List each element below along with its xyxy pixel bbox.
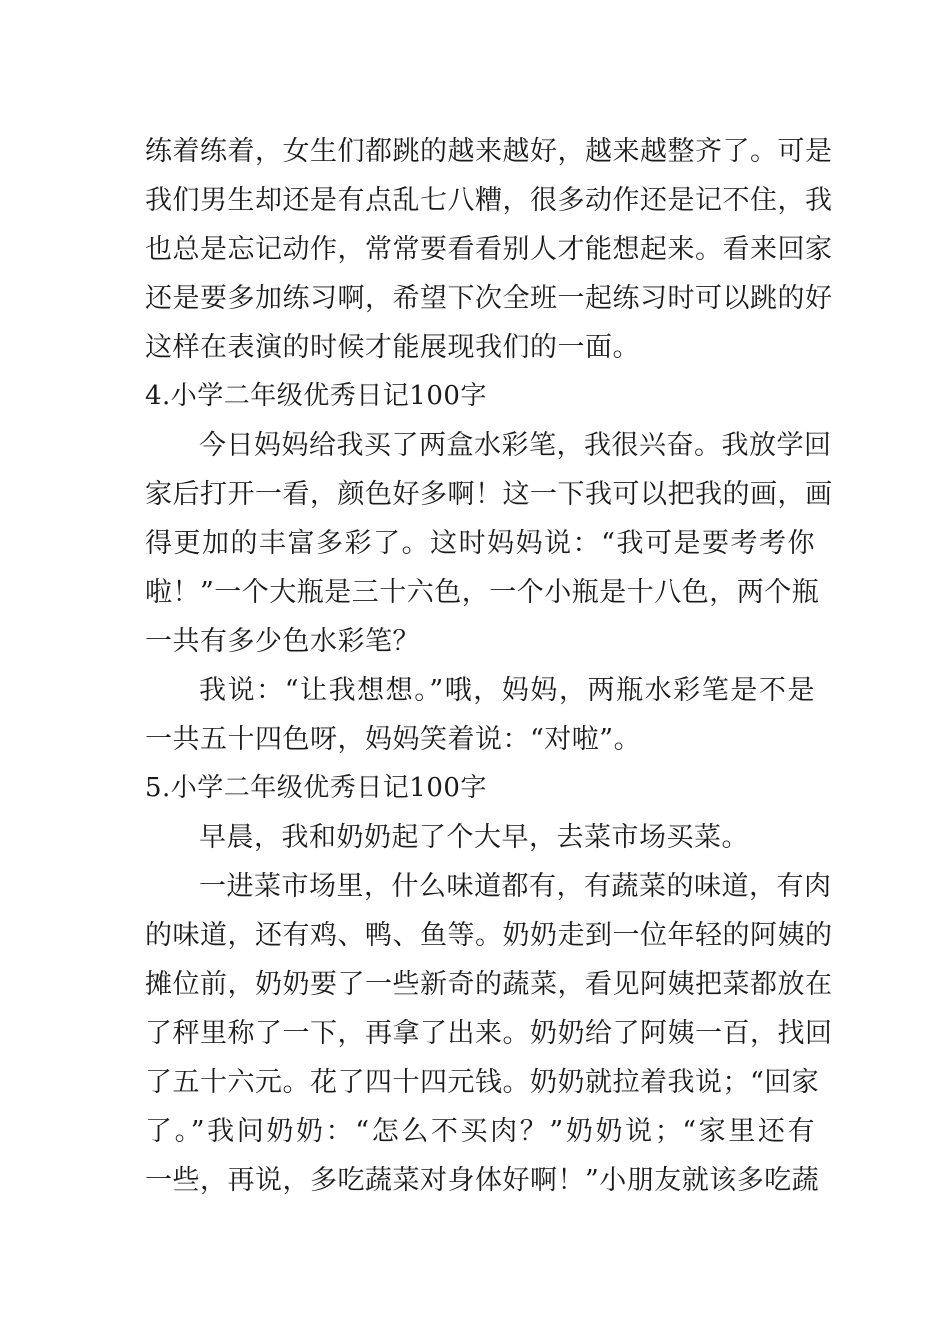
paragraph-line: 还是要多加练习啊，希望下次全班一起练习时可以跳的好	[145, 283, 833, 314]
paragraph-line: 我说：“让我想想。”哦，妈妈，两瓶水彩笔是不是	[199, 675, 815, 706]
paragraph-line: 家后打开一看，颜色好多啊！这一下我可以把我的画，画	[145, 479, 833, 510]
paragraph-line: 这样在表演的时候才能展现我们的一面。	[145, 332, 640, 363]
paragraph-line: 的味道，还有鸡、鸭、鱼等。奶奶走到一位年轻的阿姨的	[145, 920, 833, 951]
section-heading-5: 5.小学二年级优秀日记100字	[145, 773, 487, 803]
paragraph-line: 也总是忘记动作，常常要看看别人才能想起来。看来回家	[145, 234, 833, 265]
paragraph-line: 早晨，我和奶奶起了个大早，去菜市场买菜。	[199, 822, 749, 853]
section-heading-4: 4.小学二年级优秀日记100字	[145, 381, 487, 411]
paragraph-line: 啦！”一个大瓶是三十六色，一个小瓶是十八色，两个瓶	[145, 577, 820, 608]
paragraph-line: 一共有多少色水彩笔？	[145, 626, 420, 657]
paragraph-line: 摊位前，奶奶要了一些新奇的蔬菜，看见阿姨把菜都放在	[145, 969, 833, 1000]
paragraph-line: 练着练着，女生们都跳的越来越好，越来越整齐了。可是	[145, 136, 833, 167]
paragraph-line: 了秤里称了一下，再拿了出来。奶奶给了阿姨一百，找回	[145, 1018, 833, 1049]
paragraph-line: 了。”我问奶奶：“怎么不买肉？”奶奶说；“家里还有	[145, 1116, 815, 1147]
paragraph-line: 得更加的丰富多彩了。这时妈妈说：“我可是要考考你	[145, 528, 815, 559]
document-body	[145, 127, 833, 1205]
paragraph-line: 一共五十四色呀，妈妈笑着说：“对啦”。	[145, 724, 642, 755]
paragraph-line: 一些，再说，多吃蔬菜对身体好啊！”小朋友就该多吃蔬	[145, 1165, 820, 1196]
paragraph-line: 一进菜市场里，什么味道都有，有蔬菜的味道，有肉	[199, 871, 832, 902]
paragraph-line: 了五十六元。花了四十四元钱。奶奶就拉着我说；“回家	[145, 1067, 820, 1098]
paragraph-line: 今日妈妈给我买了两盒水彩笔，我很兴奋。我放学回	[199, 430, 832, 461]
paragraph-line: 我们男生却还是有点乱七八糟，很多动作还是记不住，我	[145, 185, 833, 216]
